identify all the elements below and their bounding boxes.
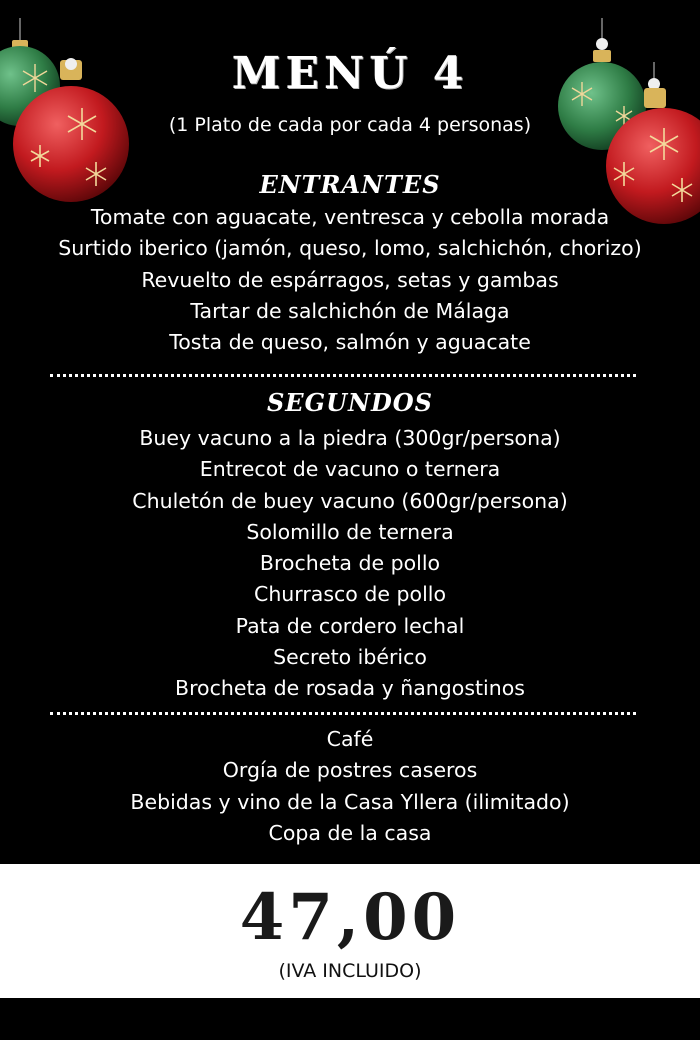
list-item: Pata de cordero lechal (235, 613, 465, 638)
list-item: Copa de la casa (268, 820, 432, 845)
list-item: Brocheta de pollo (259, 551, 441, 576)
list-item: Surtido iberico (jamón, queso, lomo, salchichón, chorizo) (58, 236, 642, 261)
extras-list (0, 724, 700, 849)
entrantes-list (0, 202, 700, 358)
list-item: Tomate con aguacate, ventresca y cebolla morada (90, 205, 610, 229)
list-item: Brocheta de rosada y ñangostinos (175, 676, 525, 701)
menu-title: MENÚ 4 (231, 48, 469, 99)
list-item: Café (326, 727, 374, 751)
list-item: Buey vacuno a la piedra (300gr/persona) (139, 426, 561, 450)
price-value: 47,00 (239, 880, 461, 955)
list-item: Churrasco de pollo (254, 582, 446, 607)
list-item: Tartar de salchichón de Málaga (190, 298, 510, 323)
list-item: Entrecot de vacuno o ternera (199, 457, 501, 482)
list-item: Secreto ibérico (273, 645, 427, 670)
list-item: Chuletón de buey vacuno (600gr/persona) (132, 488, 568, 513)
segundos-list (0, 423, 700, 705)
list-item: Revuelto de espárragos, setas y gambas (141, 267, 559, 292)
list-item: Bebidas y vino de la Casa Yllera (ilimitado) (130, 789, 570, 814)
section-divider (50, 712, 636, 715)
entrantes-heading: ENTRANTES (259, 170, 441, 199)
menu-subtitle: (1 Plato de cada por cada 4 personas) (168, 114, 532, 136)
list-item: Orgía de postres caseros (222, 758, 478, 783)
price-panel (0, 864, 700, 998)
list-item: Solomillo de ternera (246, 519, 454, 544)
list-item: Tosta de queso, salmón y aguacate (169, 330, 531, 355)
price-tax-note: (IVA INCLUIDO) (278, 960, 422, 982)
segundos-heading: SEGUNDOS (266, 388, 434, 417)
section-divider (50, 374, 636, 377)
